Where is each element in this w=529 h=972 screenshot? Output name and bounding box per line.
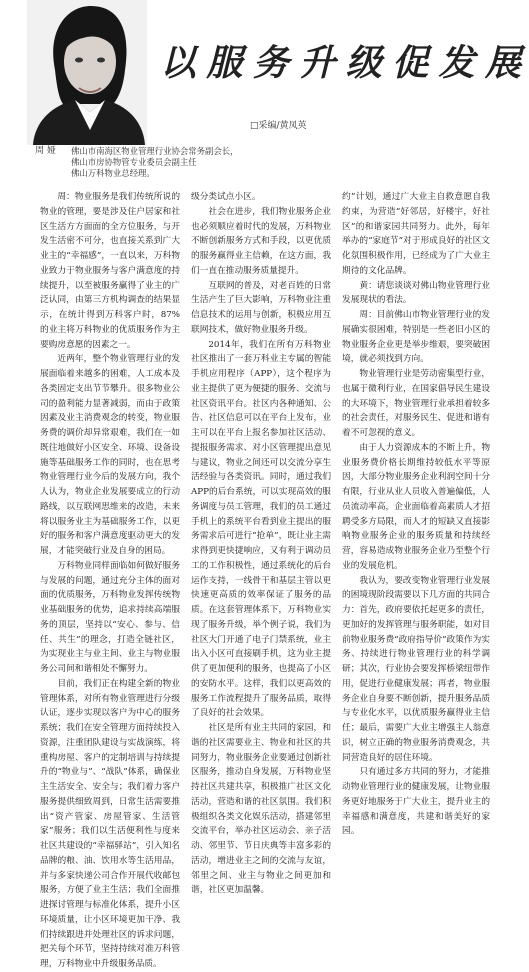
paragraph: 黄：请您谈谈对佛山物业管理行业发展现状的看法。 — [342, 280, 490, 306]
portrait-illustration — [27, 0, 147, 145]
body-column-1 — [40, 190, 180, 972]
body-column-2 — [191, 190, 331, 898]
paragraph: 社区是所有业主共同的家园，和谐的社区需要业主、物业和社区的共同努力，物业服务企业要通过创新社区服务，推动自身发展，万科物业坚持社区共建共享，积极推广社区文化活动，营造和谐的社区氛围。我们积极组织各类文化娱乐活动，搭建邻里交流平台，举办社区运动会、亲子活动、邻里节、节日庆典等丰富多彩的活动，增进业主之间的交流与友谊，邻里之间、业主与物业之间更加和谐，社区更加温馨。 — [191, 723, 331, 896]
paragraph: 周：目前佛山市物业管理行业的发展确实很困难，特别是一些老旧小区的物业服务企业更是举步维艰，要突破困境，就必须找到方向。 — [342, 310, 490, 365]
person-description: 佛山市南海区物业管理行业协会常务副会长， 佛山市房协物管专业委员会副主任 佛山万科物业总经理。 — [71, 146, 239, 178]
headline-char: 服 — [206, 41, 243, 84]
body-column-3 — [342, 190, 490, 839]
paragraph: 周：物业服务是我们传统所说的物业的管理，要是涉及住户居家和社区生活方方面面的全方位服务，与开发生活密不可分，也直接关系到广大业主的“幸福感”，一直以来，万科物业致力于物业服务与客户满意度的持续提升，以至被服务赢得了业主的广泛认同，由第三方机构调查的结果显示，在统计得到万科客户时，87%的业主将万科物业的优质服务作为主要购房意愿的因素之一。 — [40, 192, 180, 350]
paragraph: 物业管理行业是劳动密集型行业，也属于微利行业，在国家倡导民生建设的大环境下，物业管理行业承担着较多的社会责任，对服务民生、促进和谐有着不可忽视的意义。 — [342, 369, 490, 438]
headline-char: 务 — [252, 41, 289, 84]
paragraph: 级分类试点小区。 — [191, 192, 261, 202]
headline-char: 促 — [392, 41, 429, 84]
paragraph: 我认为，要改变物业管理行业发展的困境现阶段需要以下几方面的共同合力：首先，政府要依托起更多的责任，更加好的发挥管理与服务职能，如对目前物业服务费“政府指导价”政策作为实务、持续进行物业管理行业的科学调研；其次，行业协会要发挥桥梁纽带作用，促进行业健康发展；再者，物业服务企业自身要不断创新，提升服务品质与专业化水平，以优质服务赢得业主信任；最后，需要广大业主增强主人翁意识，树立正确的物业服务消费观念，共同营造良好的居住环境。 — [342, 575, 490, 763]
byline: □采编/黄凤英 — [250, 121, 307, 131]
person-name: 周 娅 — [35, 146, 56, 156]
headline-char: 升 — [299, 41, 336, 84]
portrait-photo — [27, 0, 147, 145]
headline-char: 以 — [160, 41, 197, 84]
paragraph: 目前，我们正在构建全新的物业管理体系，对所有物业管理进行分级认证，逐步实现以客户为中心的服务系统；我们在安全管理方面持续投入资源，注重团队建设与实战演练，将重构房屋、客户的定制培训与持续提升的“物业与”、“战队”体系，确保业主生活安全、安全与；我们着力客户服务提供细致周到，日常生活需要推出“资产管家、房屋管家、生活管家”服务；我们以生活便利性与度来社区共建设的“幸福驿站”，引入知名品牌的粮、油、饮用水等生活用品，并与多家快递公司合作开展代收邮包服务，方便了业主生活；我们全面推进探讨管理与标准化体系，提升小区环境质量，让小区环境更加干净、我们持续跟进并处理社区的诉求问题，把关每个环节，坚持持续对准万科管理，万科物业中升级服务品质。 — [40, 678, 180, 969]
paragraph: 只有通过多方共同的努力，才能推动物业管理行业的健康发展，让物业服务更好地服务于广大业主，提升业主的幸福感和满意度，共建和谐美好的家园。 — [342, 767, 490, 837]
paragraph: 万科物业同样面临如何做好服务与发展的问题，通过充分主体的面对面的优质服务，万科物业发挥传统物业基础服务的优势，追求持续高端服务的顶层，坚持以“安心、参与、信任、共生”的理念，打造全链社区，为实现业主与业主间、业主与物业服务公司间和谐相处不懈努力。 — [40, 560, 180, 674]
paragraph: 约”计划，通过广大业主自救意愿自我约束，为营造“好邻居，好楼宇，好社区”的和谐家园共同努力。此外，每年举办的“家庭节”对于形成良好的社区文化氛围积极作用，已经成为了广大业主期待的文化品牌。 — [342, 192, 490, 276]
headline-char: 发 — [438, 41, 475, 84]
paragraph: 2014年，我们在所有万科物业社区推出了一套万科业主专属的智能手机应用程序（APP），这个程序为业主提供了更为便捷的服务、交流与社区资讯平台。社区内各种通知、公告、社区信息可以在平台上发布，业主可以在平台上报名参加社区活动、提报服务需求、对小区管理提出意见与建议，物业之间还可以交流分享生活经验与各类资讯。同时，通过我们APP的后台系统，可以实现高效的服务调度与员工管理，我们的员工通过手机上的系统平台看到业主提出的服务需求后可进行“抢单”，既让业主需求得到更快捷响应，又有利于调动员工的工作积极性，通过系统化的后台运作支持，一线骨干和基层主管以更快速更高质的效率保证了服务的品质。在这套管理体系下，万科物业实现了服务升级，举个例子说，我们为社区大门开通了电子门禁系统，业主出入小区可直接刷手机，这为业主提供了更加便利的服务，也提高了小区的安防水平。这样，我们以更高效的服务工作流程提升了服务品质，取得了良好的社会效果。 — [191, 339, 331, 719]
paragraph: 近两年，整个物业管理行业的发展面临着来越多的困难，人工成本及各类固定支出节节攀升。很多物业公司的盈利能力显著减弱，而由于政策因素及业主消费观念的转变，物业服务费的调价却异常艰难，我们在一如既往地做好小区安全、环境、设备设施等基础服务工作的同时，也在思考物业管理行业今后的发展方向，我个人认为，物业企业发展要成立的行动路线，以互联网思维来的改造，未来将以服务业主为基础服务工作，以更好的服务和客户满意度驱动更大的发展，才能突破行业及自身的困局。 — [40, 354, 180, 556]
headline-char: 展 — [484, 41, 521, 84]
article-headline — [152, 30, 529, 90]
paragraph: 互联网的普及，对老百姓的日常生活产生了巨大影响，万科物业注重信息技术的运用与创新，积极应用互联网技术，做好物业服务升级。 — [191, 280, 331, 335]
paragraph: 由于人力资源成本的不断上升，物业服务费价格长期维持较低水平等原因，大部分物业服务企业利润空间十分有限，行业从业人员收入普遍偏低，人员流动率高，企业面临着高素质人才招聘受多方局限，而人才的短缺又直接影响物业服务企业的服务质量和持续经营，容易造成物业服务企业乃至整个行业的发展危机。 — [342, 442, 490, 571]
headline-char: 级 — [345, 41, 382, 84]
paragraph: 社会在进步，我们物业服务企业也必须顺应着时代的发展，万科物业不断创新服务方式和手段，以更优质的服务赢得业主信赖，在这方面，我们一直在推动服务质量提升。 — [191, 206, 331, 276]
